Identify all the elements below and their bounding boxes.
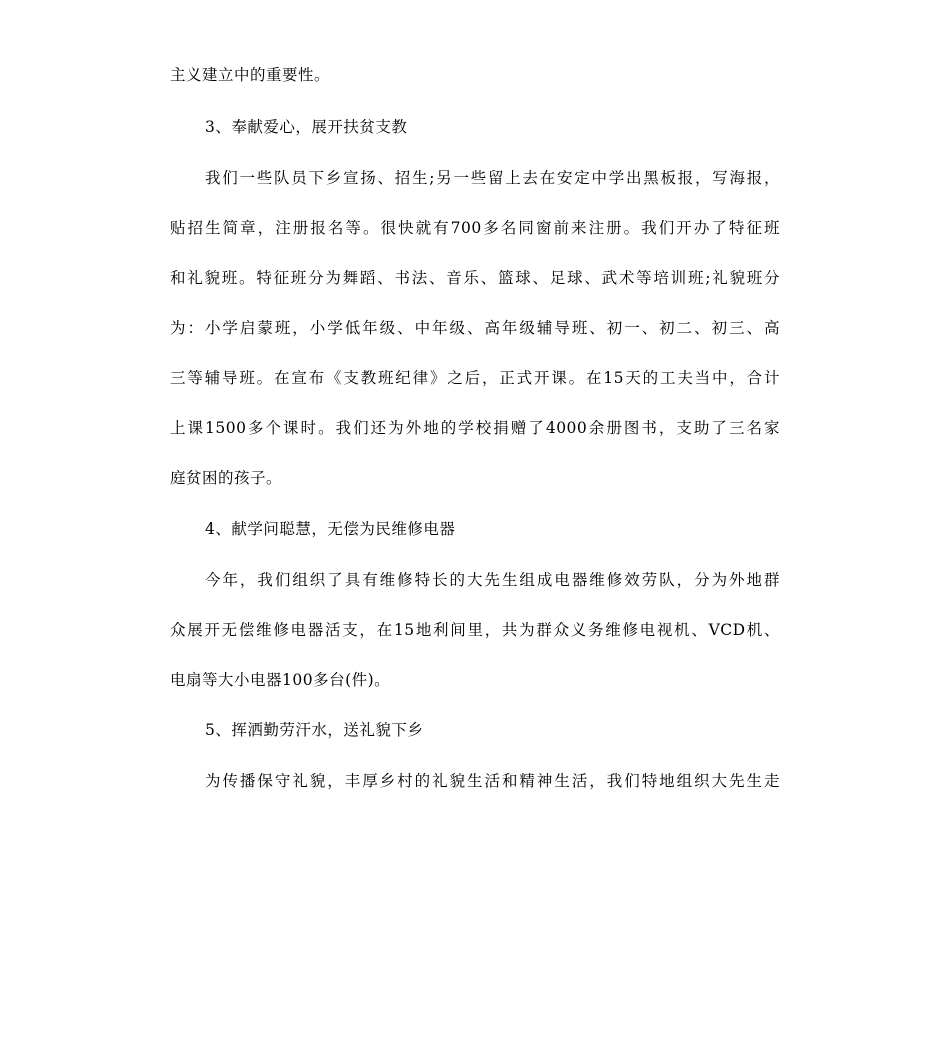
- paragraph-line: 庭贫困的孩子。: [170, 469, 283, 487]
- paragraph-line: 上课1500多个课时。我们还为外地的学校捐赠了4000余册图书，支助了三名家: [170, 419, 780, 437]
- paragraph-line: 众展开无偿维修电器活支，在15地利间里，共为群众义务维修电视机、VCD机、: [170, 621, 780, 639]
- paragraph-line: 为传播保守礼貌，丰厚乡村的礼貌生活和精神生活，我们特地组织大先生走: [205, 772, 780, 790]
- paragraph-line: 电扇等大小电器100多台(件)。: [170, 671, 391, 689]
- paragraph-line: 我们一些队员下乡宣扬、招生;另一些留上去在安定中学出黑板报，写海报，: [205, 169, 780, 187]
- section-heading-5: 5、挥洒勤劳汗水，送礼貌下乡: [205, 721, 424, 739]
- paragraph-line: 主义建立中的重要性。: [170, 66, 331, 84]
- paragraph-line: 贴招生简章，注册报名等。很快就有700多名同窗前来注册。我们开办了特征班: [170, 219, 780, 237]
- paragraph-line: 三等辅导班。在宣布《支教班纪律》之后，正式开课。在15天的工夫当中，合计: [170, 369, 780, 387]
- paragraph-line: 和礼貌班。特征班分为舞蹈、书法、音乐、篮球、足球、武术等培训班;礼貌班分: [170, 269, 780, 287]
- section-heading-3: 3、奉献爱心，展开扶贫支教: [205, 118, 408, 136]
- paragraph-line: 今年，我们组织了具有维修特长的大先生组成电器维修效劳队，分为外地群: [205, 571, 780, 589]
- paragraph-line: 为：小学启蒙班，小学低年级、中年级、高年级辅导班、初一、初二、初三、高: [170, 319, 780, 337]
- section-heading-4: 4、献学问聪慧，无偿为民维修电器: [205, 520, 456, 538]
